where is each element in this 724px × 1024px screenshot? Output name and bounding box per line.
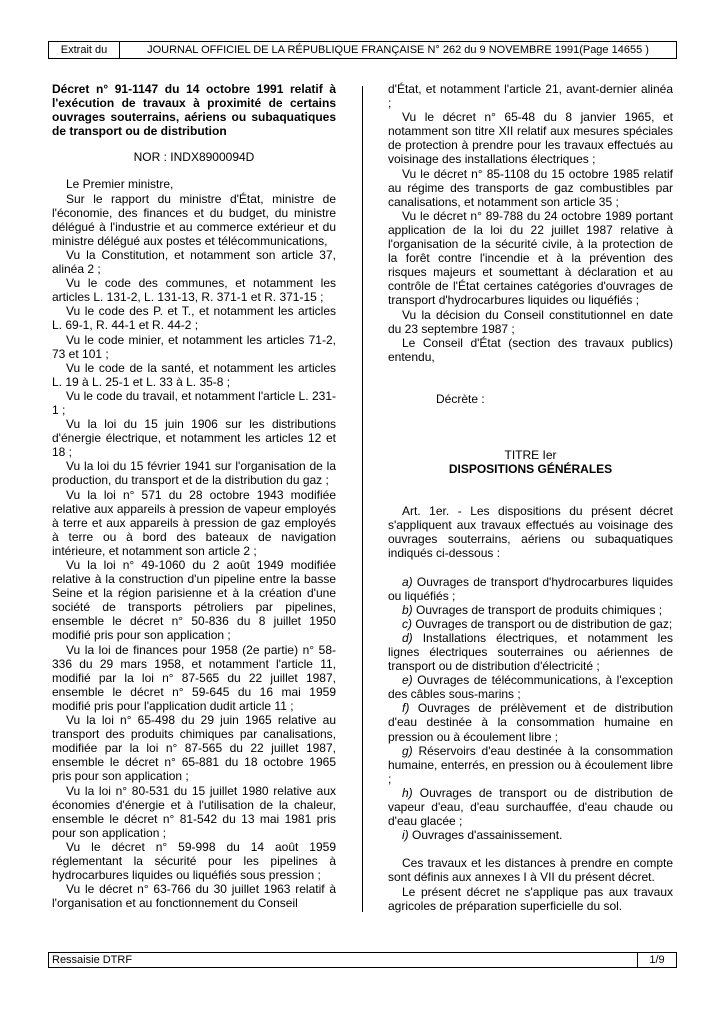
paragraph: Le Conseil d'État (section des travaux publics) entendu,	[388, 335, 673, 364]
column-divider	[362, 86, 363, 912]
header-extrait: Extrait du	[49, 42, 120, 58]
paragraph: Vu la loi n° 80-531 du 15 juillet 1980 relative aux économies d'énergie et à l'utilisation de la chaleur, ensemble le décret n° 81-542 du 13 mai 1981 pris pour son application ;	[52, 783, 336, 840]
page-number: 1/9	[649, 954, 665, 966]
paragraph: Vu le code minier, et notamment les articles 71-2, 73 et 101 ;	[52, 332, 336, 361]
list-item: i) Ouvrages d'assainissement.	[402, 828, 563, 843]
decrete-label: Décrète :	[436, 391, 485, 406]
paragraph: Vu la loi de finances pour 1958 (2e partie) n° 58-336 du 29 mars 1958, et notamment l'article 11, modifié par la loi n° 87-565 du 22 juillet 1987, ensemble le décret n° 59-645 du 16 mai 1959 modifié pris pour l'application dudit article 11 ;	[52, 642, 336, 713]
footer-source: Ressaisie DTRF	[49, 953, 638, 967]
paragraph: Vu la décision du Conseil constitutionnel en date du 23 septembre 1987 ;	[388, 307, 673, 336]
paragraph: Vu la loi n° 49-1060 du 2 août 1949 modifiée relative à la construction d'un pipeline entre la basse Seine et la région parisienne et à la création d'une société de transports pétroliers par pipelines, ensemble le décret n° 50-836 du 8 juillet 1950 modifié pris pour son application ;	[52, 558, 336, 643]
paragraph: Vu la loi n° 65-498 du 29 juin 1965 relative au transport des produits chimiques par canalisations, modifiée par la loi n° 87-565 du 22 juillet 1987, ensemble le décret n° 65-881 du 18 octobre 1965 pris pour son application ;	[52, 713, 336, 784]
left-column	[52, 82, 336, 910]
paragraph: Vu le code de la santé, et notamment les articles L. 19 à L. 25-1 et L. 33 à L. 35-8 ;	[52, 360, 336, 389]
continuation-text: d'État, et notamment l'article 21, avant-dernier alinéa ;	[388, 82, 673, 111]
paragraph: Le Premier ministre,	[66, 177, 174, 192]
paragraph: Vu la Constitution, et notamment son article 37, alinéa 2 ;	[52, 247, 336, 277]
header-bar	[48, 41, 677, 59]
list-item: f) Ouvrages de prélèvement et de distribution d'eau destinée à la consommation humaine en pression ou à écoulement libre ;	[388, 701, 673, 744]
paragraph: Vu le décret n° 89-788 du 24 octobre 1989 portant application de la loi du 22 juillet 1987 relative à l'organisation de la sécurité civile, à la protection de la forêt contre l'incendie et à la prévention des risques majeurs et soumettant à déclaration et au contrôle de l'État certaines catégories d'ouvrages de transport d'hydrocarbures liquides ou liquéfiés ;	[388, 208, 673, 308]
nor-reference: NOR : INDX8900094D	[133, 150, 255, 165]
list-item: h) Ouvrages de transport ou de distribution de vapeur d'eau, d'eau surchauffée, d'eau chaude ou d'eau glacée ;	[388, 785, 673, 829]
header-journal: JOURNAL OFFICIEL DE LA RÉPUBLIQUE FRANÇAISE N° 262 du 9 NOVEMBRE 1991(Page 14655 )	[147, 44, 649, 56]
list-item: g) Réservoirs d'eau destinée à la consommation humaine, enterrés, en pression ou à écoulement libre ;	[388, 743, 673, 786]
paragraph: Vu le décret n° 63-766 du 30 juillet 1963 relatif à l'organisation et au fonctionnement du Conseil	[52, 882, 336, 911]
right-column	[388, 82, 673, 913]
paragraph: Vu le décret n° 59-998 du 14 août 1959 réglementant la sécurité pour les pipelines à hydrocarbures liquides ou liquéfiés sous pression ;	[52, 839, 336, 883]
section-heading: DISPOSITIONS GÉNÉRALES	[448, 462, 613, 477]
paragraph: Vu la loi du 15 février 1941 sur l'organisation de la production, du transport et de la distribution du gaz ;	[52, 459, 336, 488]
list-item: b) Ouvrages de transport de produits chimiques ;	[402, 602, 663, 617]
paragraph: Vu le code du travail, et notamment l'article L. 231-1 ;	[52, 388, 336, 417]
paragraph: Vu le code des P. et T., et notamment les articles L. 69-1, R. 44-1 et R. 44-2 ;	[52, 304, 336, 333]
paragraph: Vu la loi n° 571 du 28 octobre 1943 modifiée relative aux appareils à pression de vapeur employés à terre et aux appareils à pression de gaz employés à terre ou à bord des bateaux de navigation intérieure, et notamment son article 2 ;	[52, 487, 336, 558]
footer-bar	[48, 952, 677, 968]
list-item: c) Ouvrages de transport ou de distribution de gaz;	[402, 616, 673, 631]
list-item: d) Installations électriques, et notamment les lignes électriques souterraines ou aériennes de transport ou de distribution d'électricité ;	[388, 630, 673, 674]
list-item: a) Ouvrages de transport d'hydrocarbures liquides ou liquéfiés ;	[388, 574, 673, 603]
paragraph: Vu le code des communes, et notamment les articles L. 131-2, L. 131-13, R. 371-1 et R. 371-15 ;	[52, 276, 336, 305]
decree-title: Décret n° 91-1147 du 14 octobre 1991 relatif à l'exécution de travaux à proximité de certains ouvrages souterrains, aériens ou subaquatiques de transport ou de distribution	[52, 82, 336, 139]
paragraph: Sur le rapport du ministre d'État, ministre de l'économie, des finances et du budget, du ministre délégué à l'industrie et au commerce extérieur et du ministre délégué aux postes et télécommunications,	[52, 191, 336, 248]
list-item: e) Ouvrages de télécommunications, à l'exception des câbles sous-marins ;	[388, 673, 673, 702]
titre-heading: TITRE Ier	[504, 447, 557, 462]
paragraph: Ces travaux et les distances à prendre en compte sont définis aux annexes I à VII du présent décret.	[388, 856, 673, 885]
article-1: Art. 1er. - Les dispositions du présent décret s'appliquent aux travaux effectués au voisinage des ouvrages souterrains, aériens ou subaquatiques indiqués ci-dessous :	[388, 504, 673, 561]
paragraph: Le présent décret ne s'applique pas aux travaux agricoles de préparation superficielle du sol.	[388, 884, 673, 913]
paragraph: Vu la loi du 15 juin 1906 sur les distributions d'énergie électrique, et notamment les articles 12 et 18 ;	[52, 417, 336, 460]
paragraph: Vu le décret n° 65-48 du 8 janvier 1965, et notamment son titre XII relatif aux mesures spéciales de protection à prendre pour les travaux effectués au voisinage des installations électriques ;	[388, 110, 673, 167]
paragraph: Vu le décret n° 85-1108 du 15 octobre 1985 relatif au régime des transports de gaz combustibles par canalisations, et notamment son article 35 ;	[388, 166, 673, 209]
